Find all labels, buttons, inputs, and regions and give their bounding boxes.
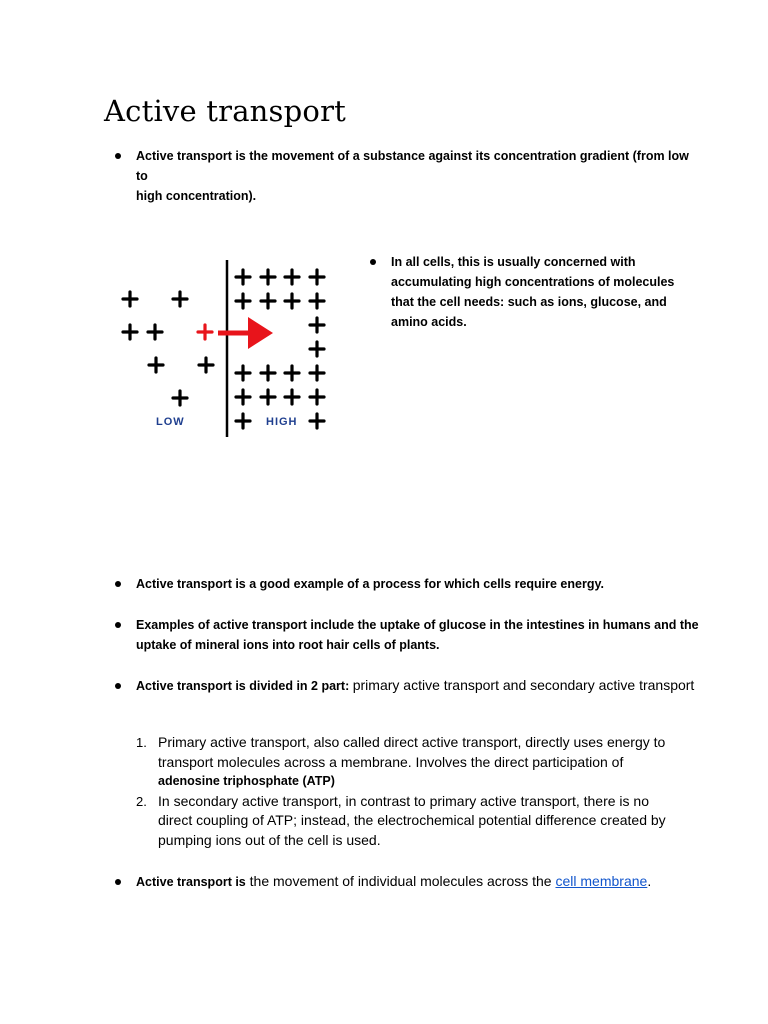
secondary-line-1: In secondary active transport, in contrast to primary active transport, there is no <box>158 792 649 809</box>
plus-sign <box>310 318 324 332</box>
secondary-line-3: pumping ions out of the cell is used. <box>158 831 381 848</box>
bold-term: Active transport <box>136 149 232 163</box>
examples-line-2: uptake of mineral ions into root hair cells of plants. <box>136 638 440 652</box>
plus-sign <box>236 390 250 404</box>
cell-membrane-link[interactable]: cell membrane <box>555 873 648 889</box>
plus-sign <box>236 270 250 284</box>
bullet-marker <box>115 879 121 885</box>
primary-line-1: Primary active transport, also called direct active transport, directly uses energy to <box>158 734 666 750</box>
primary-line-2: transport molecules across a membrane. Involves the direct participation of <box>158 753 624 770</box>
plus-sign <box>261 270 275 284</box>
cells-line-4: amino acids. <box>391 315 467 329</box>
plus-sign <box>173 391 187 405</box>
plus-sign <box>310 342 324 356</box>
list-marker: 1. <box>136 735 147 750</box>
plus-sign <box>123 325 137 339</box>
plus-sign <box>285 294 299 308</box>
types-normal: primary active transport and secondary active transport <box>352 677 695 693</box>
cells-line-1: In all cells, this is usually concerned with <box>391 255 636 269</box>
bullet-cells <box>391 252 691 332</box>
plus-sign <box>261 390 275 404</box>
primary-line-3: adenosine triphosphate (ATP) <box>158 774 335 788</box>
types-bold: Active transport is divided in 2 part: <box>136 679 353 693</box>
plus-sign <box>285 270 299 284</box>
bullet-examples <box>136 615 736 655</box>
bullet-types <box>136 675 736 696</box>
bullet-marker <box>115 581 121 587</box>
moving-plus-sign <box>198 325 212 339</box>
plus-signs <box>123 270 324 428</box>
bullet-marker <box>370 259 376 265</box>
plus-sign <box>236 414 250 428</box>
plus-sign <box>310 390 324 404</box>
plus-sign <box>173 292 187 306</box>
cells-line-3: that the cell needs: such as ions, glucose, and <box>391 295 667 309</box>
bullet-energy <box>136 574 696 594</box>
cells-line-2: accumulating high concentrations of molecules <box>391 275 675 289</box>
plus-sign <box>149 358 163 372</box>
plus-sign <box>285 366 299 380</box>
plus-sign <box>310 414 324 428</box>
plus-sign <box>261 366 275 380</box>
plus-sign <box>310 270 324 284</box>
low-label: LOW <box>156 416 185 428</box>
high-label: HIGH <box>266 416 298 428</box>
numbered-list <box>136 733 696 850</box>
page-title: Active transport <box>104 94 346 128</box>
list-item <box>136 792 696 851</box>
plus-sign <box>261 294 275 308</box>
plus-sign <box>148 325 162 339</box>
plus-sign <box>310 366 324 380</box>
membrane-normal: the movement of individual molecules across the <box>245 873 556 889</box>
plus-sign <box>310 294 324 308</box>
bullet-marker <box>115 683 121 689</box>
plus-sign <box>123 292 137 306</box>
plus-sign <box>285 390 299 404</box>
list-item <box>136 733 696 792</box>
bullet-membrane <box>136 871 736 892</box>
bullet-marker <box>115 622 121 628</box>
energy-text: Active transport is a good example of a process for which cells require energy. <box>136 577 604 591</box>
bullet-marker <box>115 153 121 159</box>
secondary-line-2: direct coupling of ATP; instead, the electrochemical potential difference created by <box>158 812 666 828</box>
plus-sign <box>236 366 250 380</box>
examples-line-1: Examples of active transport include the uptake of glucose in the intestines in humans and the <box>136 618 699 632</box>
membrane-bold: Active transport is <box>136 875 246 889</box>
list-marker: 2. <box>136 793 147 809</box>
plus-sign <box>199 358 213 372</box>
definition-text-line2: high concentration). <box>136 189 257 203</box>
definition-text: is the movement of a substance against its concentration gradient (from low to <box>136 149 689 183</box>
plus-sign <box>236 294 250 308</box>
concentration-gradient-diagram <box>110 255 340 440</box>
membrane-end: . <box>647 873 652 889</box>
bullet-definition <box>136 146 696 206</box>
